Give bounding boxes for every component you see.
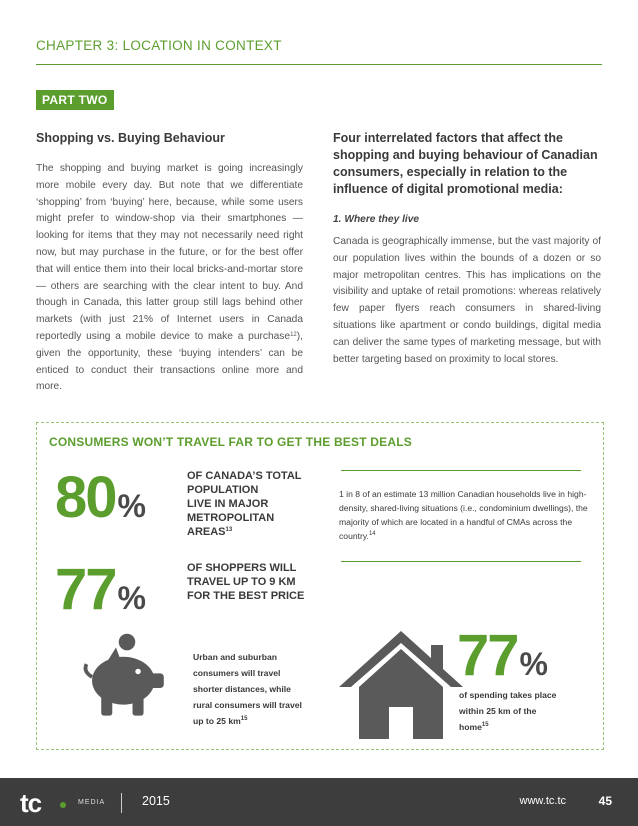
- infographic-title: CONSUMERS WON’T TRAVEL FAR TO GET THE BEST DEALS: [49, 435, 412, 449]
- logo-dot-icon: [60, 802, 66, 808]
- left-column: [36, 130, 303, 396]
- house-icon: [337, 629, 465, 741]
- infographic-box: [36, 422, 604, 750]
- footer-bar: [0, 778, 638, 826]
- right-column: [333, 130, 601, 368]
- stat-80-label: OF CANADA’S TOTAL POPULATION LIVE IN MAJOR METROPOLITAN AREAS$^{13}$: [187, 470, 302, 538]
- metro-note: 1 in 8 of an estimate 13 million Canadian households live in high-density, shared-living situations (i.e., condominium dwellings), the majority of which are located in a handful of CMAs across the country.$^{14}$: [339, 489, 588, 541]
- part-badge: PART TWO: [36, 90, 114, 110]
- left-body: The shopping and buying market is going increasingly more mobile every day. But note that we differentiate ‘shopping’ from ‘buying’ here, because, while some users might prefer to window-shop via their smartphones — looking for items that they may not necessarily need right now, but may purchase in the future, or for the best offer that will entice them into their local bricks-and-mortar store — others are searching with the clear intent to buy. And though in Canada, this latter group still lags behind other markets (with just 21% of Internet users in Canada reportedly using a mobile device to make a purchase$^{12}$), given the opportunity, these ‘buying intenders’ can be enticed to conduct their transactions online more and more.: [36, 163, 303, 393]
- piggy-bank-icon: [81, 631, 173, 723]
- right-heading: Four interrelated factors that affect the shopping and buying behaviour of Canadian consumers, especially in relation to the influence of digital promotional media:: [333, 131, 598, 196]
- house-text: of spending takes place within 25 km of the home$^{15}$: [459, 690, 557, 732]
- stat-77-percent: 77%: [55, 557, 146, 622]
- stat-80-percent: 80%: [55, 465, 146, 530]
- right-subheading: 1. Where they live: [333, 214, 420, 225]
- stat-77-label: OF SHOPPERS WILL TRAVEL UP TO 9 KM FOR THE BEST PRICE: [187, 562, 305, 602]
- right-body: Canada is geographically immense, but the vast majority of our population lives within the bounds of a dozen or so major metropolitan centres. This has implications on the visibility and uptake of retail promotions: whereas relatively few paper flyers reach consumers in shared-living situations like apartment or condo buildings, digital media can deliver the same types of marketing message, but with better targeting based on proximity to local stores.: [333, 236, 601, 365]
- tc-logo: tc: [20, 788, 42, 818]
- piggy-text: Urban and suburban consumers will travel shorter distances, while rural consumers will travel up to 25 $km^{15}$: [193, 652, 302, 726]
- chapter-title: CHAPTER 3: LOCATION IN CONTEXT: [36, 38, 282, 53]
- footer-divider: [121, 793, 122, 813]
- header-divider: [36, 64, 602, 65]
- page-number: 45: [598, 794, 612, 808]
- media-label: MEDIA: [78, 799, 106, 806]
- footer-url[interactable]: www.tc.tc: [519, 795, 566, 807]
- note-rule-bottom: [341, 561, 581, 562]
- note-rule-top: [341, 470, 581, 471]
- left-heading: Shopping vs. Buying Behaviour: [36, 131, 225, 145]
- stat-77-spending: 77%: [457, 623, 548, 688]
- footer-year: 2015: [142, 794, 170, 808]
